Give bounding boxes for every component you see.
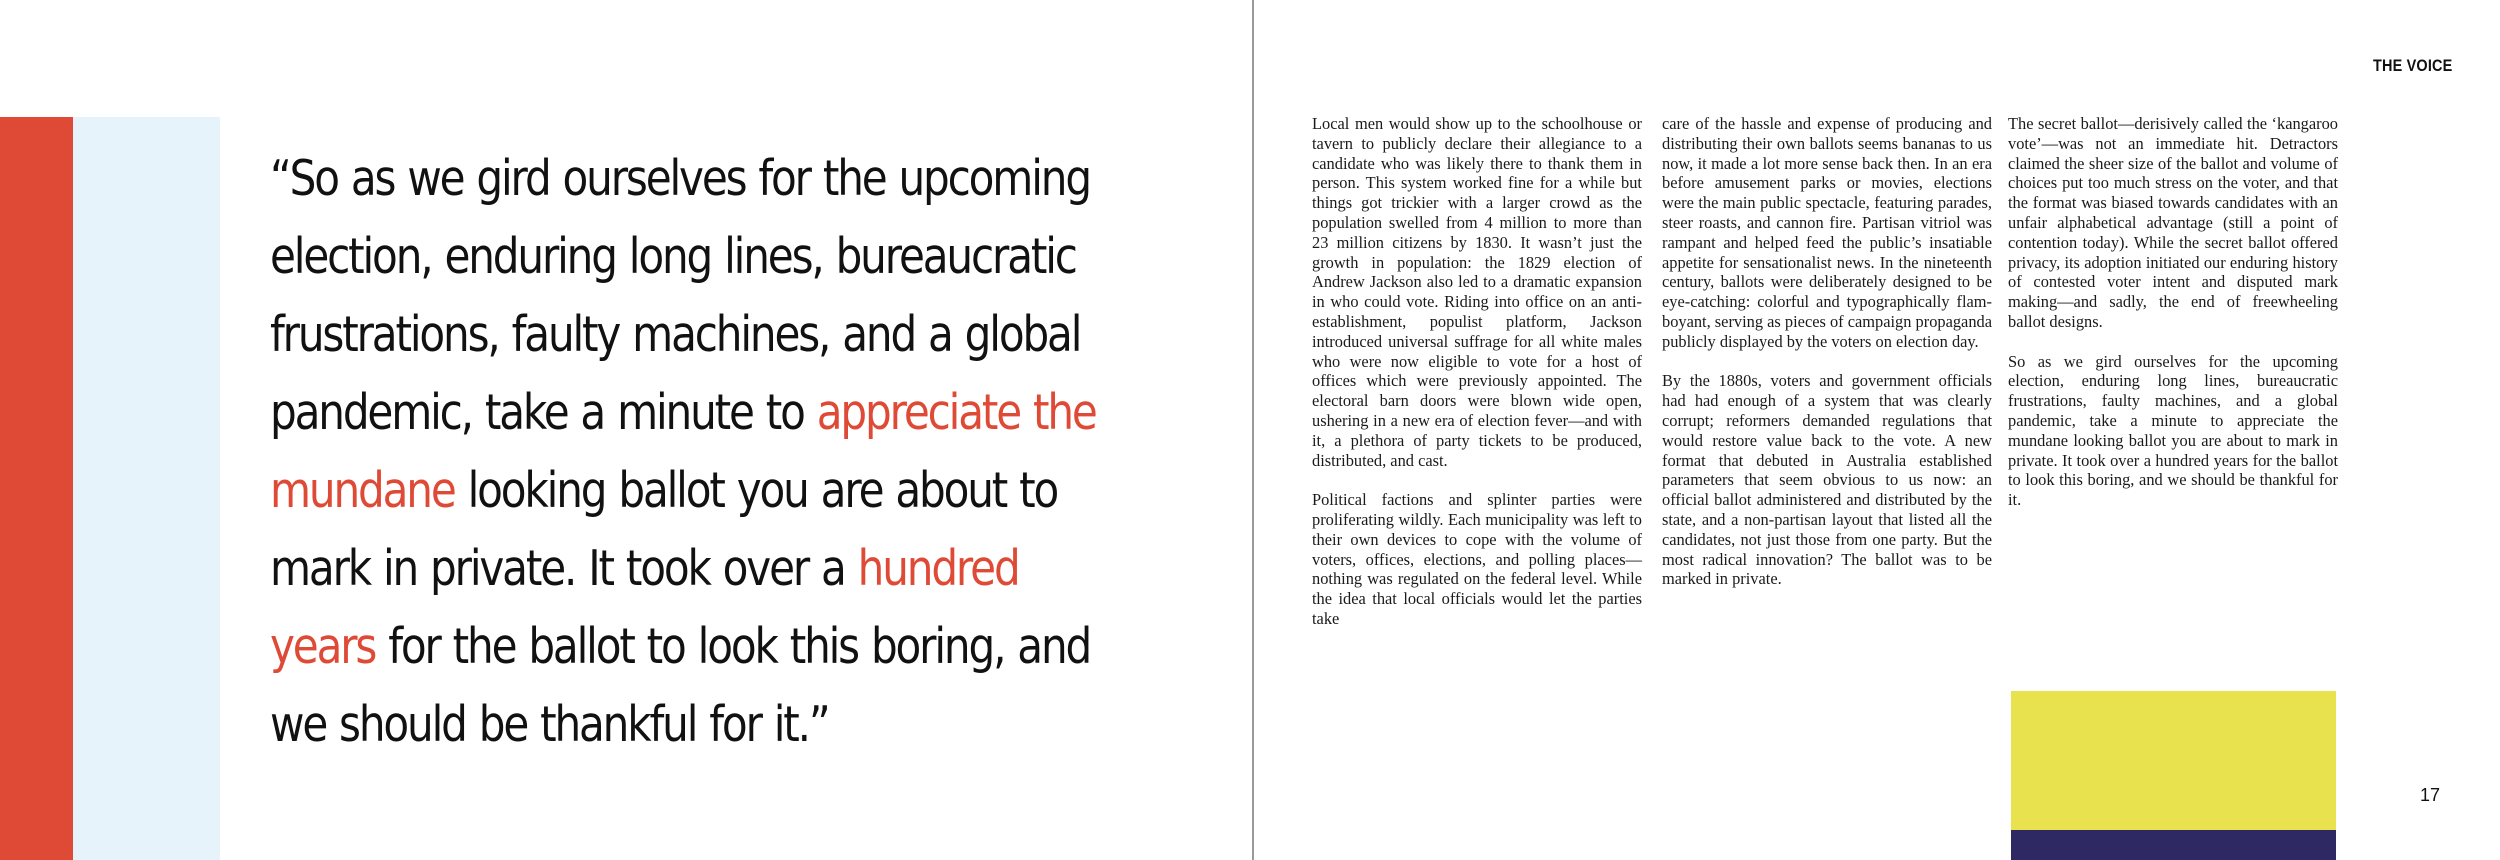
pull-quote-line <box>270 296 1096 374</box>
body-paragraph: The secret ballot—derisively called the ‘kangaroo vote’—was not an immediate hit. Detractors claimed the sheer size of the ballot and volume of choices put too much stress on the voter, and that the format was biased towards candidates with an unfair alphabetical advantage (still a point of contention today). While the secret ballot offered privacy, its adoption initiated our enduring history of contested voter intent and disputed mark making—and sadly, the end of freewheeling ballot designs. <box>2008 114 2338 331</box>
running-head: THE VOICE <box>2372 56 2452 75</box>
pull-quote-text: looking ballot you are about to <box>454 462 1058 519</box>
pull-quote-highlight: hundred <box>857 540 1019 597</box>
body-column-3 <box>2008 114 2338 530</box>
page-number: 17 <box>2419 785 2440 805</box>
yellow-color-block <box>2011 691 2336 830</box>
pull-quote-text: pandemic, take a minute to <box>270 384 817 441</box>
body-column-1 <box>1312 114 1642 649</box>
pull-quote-line <box>270 686 1096 764</box>
pull-quote-highlight: years <box>270 618 376 675</box>
body-paragraph: By the 1880s, voters and government officials had had enough of a system that was clearly corrupt; reformers demanded regulations that would restore value back to the vote. A new format that debuted in Australia established parameters that seem obvious to us now: an official ballot administered and distributed by the state, and a non-partisan layout that listed all the candidates, not just those from one party. But the most radical innovation? The ballot was to be marked in private. <box>1662 371 1992 589</box>
pull-quote-text: mark in private. It took over a <box>270 540 858 597</box>
pull-quote-text: frustrations, faulty machines, and a global <box>270 306 1081 363</box>
blue-stripe-decoration <box>73 117 220 860</box>
pull-quote-line <box>270 218 1096 296</box>
pull-quote-highlight: mundane <box>270 462 455 519</box>
body-paragraph: Local men would show up to the schoolhouse or tavern to publicly declare their allegiance to a candidate who was likely there to thank them in person. This system worked fine for a while but things got trickier with a larger crowd as the population swelled from 4 million to more than 23 million citizens by 1830. It wasn’t just the growth in population: the 1829 election of Andrew Jackson also led to a dramatic expansion in who could vote. Riding into office on an anti-establishment, populist platform, Jackson introduced universal suffrage for all white males who were now eligible to vote for a host of offices which were previously appointed. The electoral barn doors were blown wide open, ushering in a new era of election fever—and with it, a plethora of party tickets to be produced, distributed, and cast. <box>1312 114 1642 470</box>
pull-quote-text: we should be thankful for it.” <box>270 696 829 753</box>
body-column-2 <box>1662 114 1992 609</box>
pull-quote-line <box>270 374 1096 452</box>
pull-quote <box>270 140 1096 764</box>
body-paragraph: Political factions and splinter parties were proliferating wildly. Each municipality was left to their own devices to cope with the volume of voters, offices, elections, and polling places—nothing was regulated on the federal level. While the idea that local officials would let the parties take <box>1312 490 1642 628</box>
body-paragraph: care of the hassle and expense of producing and distributing their own ballots seems bananas to us now, it made a lot more sense back then. In an era before amusement parks or movies, elections were the main public spectacle, featuring parades, steer roasts, and cannon fire. Partisan vitriol was rampant and helped feed the public’s insatiable appetite for sensationalist news. In the nineteenth century, ballots were deliberately designed to be eye-catching: colorful and typographically flamboyant, serving as pieces of campaign propaganda publicly displayed by the voters on election day. <box>1662 114 1992 351</box>
red-stripe-decoration <box>0 117 73 860</box>
pull-quote-text: for the ballot to look this boring, and <box>375 618 1091 675</box>
body-paragraph: So as we gird ourselves for the upcoming election, enduring long lines, bureaucratic frustrations, faulty machines, and a global pandemic, take a minute to appreciate the mundane looking ballot you are about to mark in private. It took over a hundred years for the ballot to look this boring, and we should be thankful for it. <box>2008 351 2338 510</box>
pull-quote-line <box>270 608 1096 686</box>
page-gutter-divider <box>1252 0 1254 860</box>
pull-quote-line <box>270 140 1096 218</box>
pull-quote-text: election, enduring long lines, bureaucratic <box>270 228 1076 285</box>
pull-quote-highlight: appreciate the <box>816 384 1096 441</box>
navy-color-block <box>2011 830 2336 860</box>
pull-quote-text: “So as we gird ourselves for the upcoming <box>270 150 1090 207</box>
pull-quote-line <box>270 530 1096 608</box>
pull-quote-line <box>270 452 1096 530</box>
